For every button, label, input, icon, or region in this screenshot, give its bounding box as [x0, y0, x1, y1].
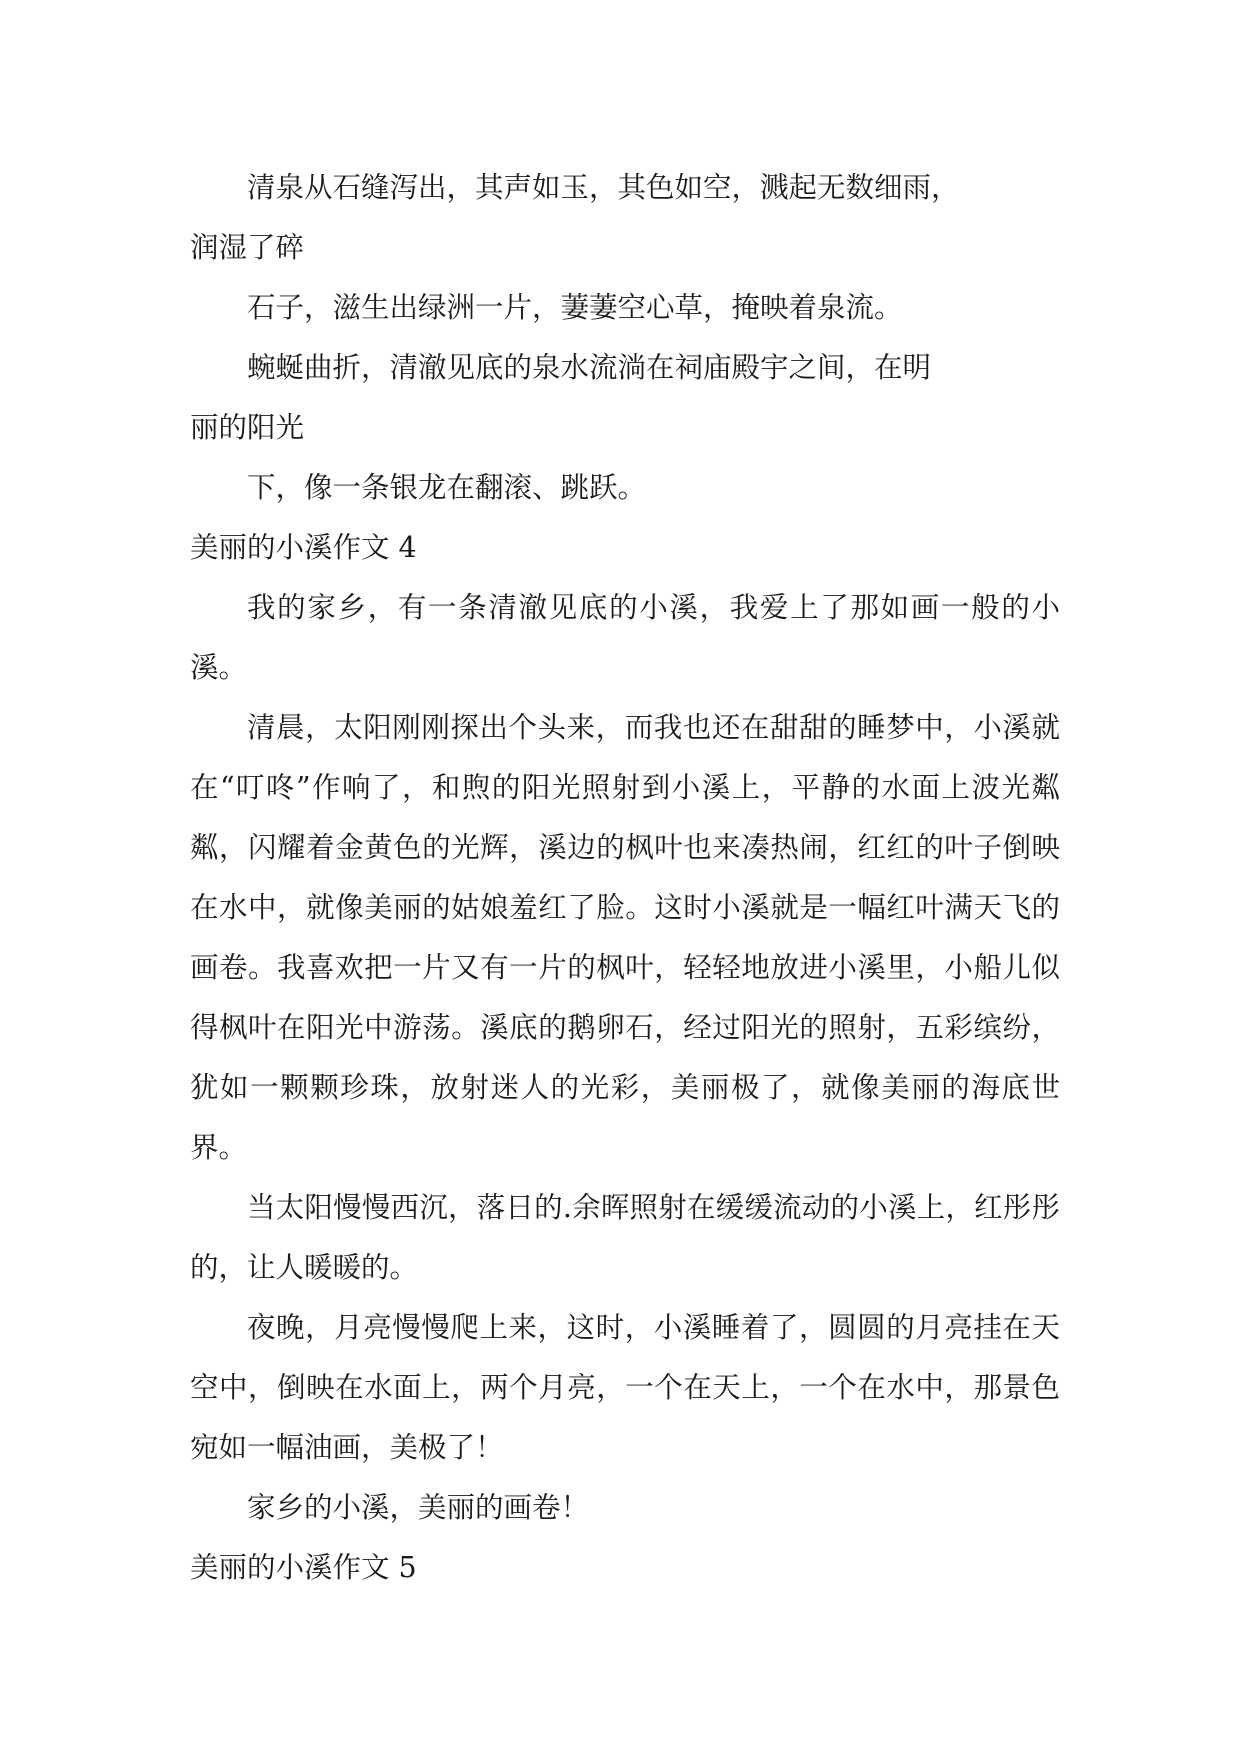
paragraph-conclusion: 家乡的小溪，美丽的画卷！ [247, 1491, 590, 1524]
document-page [190, 158, 1060, 1598]
paragraph-silver-dragon: 下，像一条银龙在翻滚、跳跃。 [247, 471, 647, 504]
paragraph-hometown-stream: 我的家乡，有一条清澈见底的小溪，我爱上了那如画一般的小溪。 [190, 591, 1060, 684]
paragraph-night: 夜晚，月亮慢慢爬上来，这时，小溪睡着了，圆圆的月亮挂在天空中，倒映在水面上，两个月亮，一个在天上，一个在水中，那景色宛如一幅油画，美极了！ [190, 1311, 1060, 1464]
section-heading-4: 美丽的小溪作文 4 [190, 531, 417, 564]
paragraph-winding-line2: 丽的阳光 [190, 411, 305, 444]
paragraph-oasis: 石子，滋生出绿洲一片，萋萋空心草，掩映着泉流。 [247, 291, 903, 324]
paragraph-sunset: 当太阳慢慢西沉，落日的.余晖照射在缓缓流动的小溪上，红彤彤的，让人暖暖的。 [190, 1191, 1060, 1284]
paragraph-winding-line1: 蜿蜒曲折，清澈见底的泉水流淌在祠庙殿宇之间，在明 [247, 351, 932, 384]
paragraph-morning: 清晨，太阳刚刚探出个头来，而我也还在甜甜的睡梦中，小溪就在“叮咚”作响了，和煦的阳光照射到小溪上，平静的水面上波光粼粼，闪耀着金黄色的光辉，溪边的枫叶也来凑热闹，红红的叶子倒映在水中，就像美丽的姑娘羞红了脸。这时小溪就是一幅红叶满天飞的画卷。我喜欢把一片又有一片的枫叶，轻轻地放进小溪里，小船儿似得枫叶在阳光中游荡。溪底的鹅卵石，经过阳光的照射，五彩缤纷，犹如一颗颗珍珠，放射迷人的光彩，美丽极了，就像美丽的海底世界。 [190, 711, 1060, 1164]
paragraph-spring-line1: 清泉从石缝泻出，其声如玉，其色如空，溅起无数细雨， [247, 171, 960, 204]
paragraph-spring-line2: 润湿了碎 [190, 231, 305, 264]
section-heading-5: 美丽的小溪作文 5 [190, 1551, 417, 1584]
